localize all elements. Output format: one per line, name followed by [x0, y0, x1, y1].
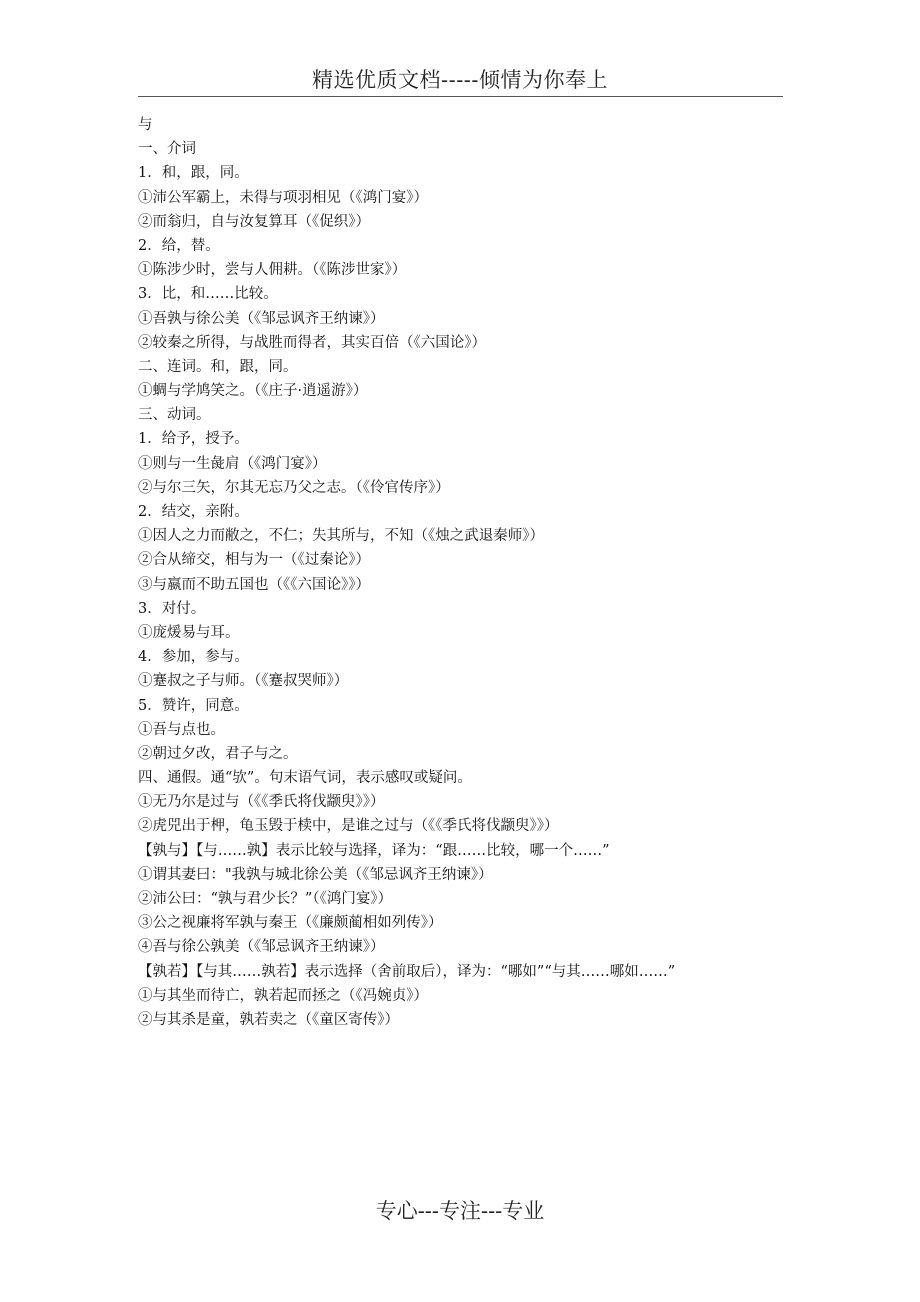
sense-heading: 4．参加，参与。: [138, 649, 249, 666]
example-line: ①庞煖易与耳。: [138, 624, 240, 641]
example-line: ③公之视廉将军孰与秦王（《廉颇蔺相如列传》）: [138, 915, 443, 932]
example-line: ①无乃尔是过与（《《季氏将伐颛臾》》）: [138, 794, 385, 811]
example-line: ①吾孰与徐公美（《邹忌讽齐王纳谏》）: [138, 310, 385, 327]
sense-heading: 5．赞许，同意。: [138, 697, 249, 714]
sense-heading: 3．比，和……比较。: [138, 286, 278, 303]
example-line: ①谓其妻曰："我孰与城北徐公美（《邹忌讽齐王纳谏》）: [138, 866, 493, 883]
example-line: ①沛公军霸上，未得与项羽相见（《鸿门宴》）: [138, 189, 428, 206]
example-line: ①与其坐而待亡，孰若起而拯之（《冯婉贞》）: [138, 987, 428, 1004]
example-line: ②而翁归，自与汝复算耳（《促织》）: [138, 213, 370, 230]
example-line: ④吾与徐公孰美（《邹忌讽齐王纳谏》）: [138, 939, 385, 956]
example-line: ①因人之力而敝之，不仁；失其所与，不知（《烛之武退秦师》）: [138, 528, 544, 545]
sense-heading: 1．和，跟，同。: [138, 165, 249, 182]
document-body: [138, 113, 798, 1032]
example-line: ②沛公曰：“孰与君少长？”（《鸿门宴》）: [138, 891, 393, 907]
section-heading: 四、通假。通“欤”。句末语气词，表示感叹或疑问。: [138, 770, 472, 787]
example-line: ②虎兕出于柙，龟玉毁于椟中，是谁之过与（《《季氏将伐颛臾》》）: [138, 818, 559, 835]
example-line: ③与嬴而不助五国也（《《六国论》》）: [138, 576, 370, 593]
section-heading: 三、动词。: [138, 407, 211, 424]
example-line: ①则与一生彘肩（《鸿门宴》）: [138, 455, 327, 472]
example-line: ①蹇叔之子与师。（《蹇叔哭师》）: [138, 673, 349, 690]
doc-title: 与: [138, 117, 153, 133]
sense-heading: 2．结交，亲附。: [138, 504, 249, 520]
example-line: ②朝过夕改，君子与之。: [138, 745, 298, 762]
phrase-heading: 【孰若】【与其……孰若】表示选择（舍前取后），译为：“哪如”“与其……哪如……”: [138, 963, 676, 980]
page-footer-text: 专心---专注---专业: [375, 1199, 545, 1223]
sense-heading: 3．对付。: [138, 600, 206, 617]
example-line: ①吾与点也。: [138, 721, 225, 738]
example-line: ②与尔三矢，尔其无忘乃父之志。（《伶官传序》）: [138, 479, 450, 496]
page-header-title: 精选优质文档-----倾情为你奉上: [312, 68, 608, 92]
example-line: ①蜩与学鸠笑之。（《庄子·逍遥游》）: [138, 383, 368, 400]
section-heading: 一、介词: [138, 141, 196, 158]
example-line: ②与其杀是童，孰若卖之（《童区寄传》）: [138, 1011, 399, 1028]
example-line: ②较秦之所得，与战胜而得者，其实百倍（《六国论》）: [138, 334, 486, 351]
section-heading: 二、连词。和，跟，同。: [138, 358, 298, 375]
example-line: ②合从缔交，相与为一（《过秦论》）: [138, 552, 370, 569]
header-divider: [138, 96, 783, 97]
sense-heading: 2．给，替。: [138, 237, 220, 254]
sense-heading: 1．给予，授予。: [138, 431, 249, 448]
phrase-heading: 【孰与】【与……孰】表示比较与选择，译为：“跟……比较，哪一个……”: [138, 842, 610, 859]
example-line: ①陈涉少时，尝与人佣耕。（《陈涉世家》）: [138, 262, 407, 279]
